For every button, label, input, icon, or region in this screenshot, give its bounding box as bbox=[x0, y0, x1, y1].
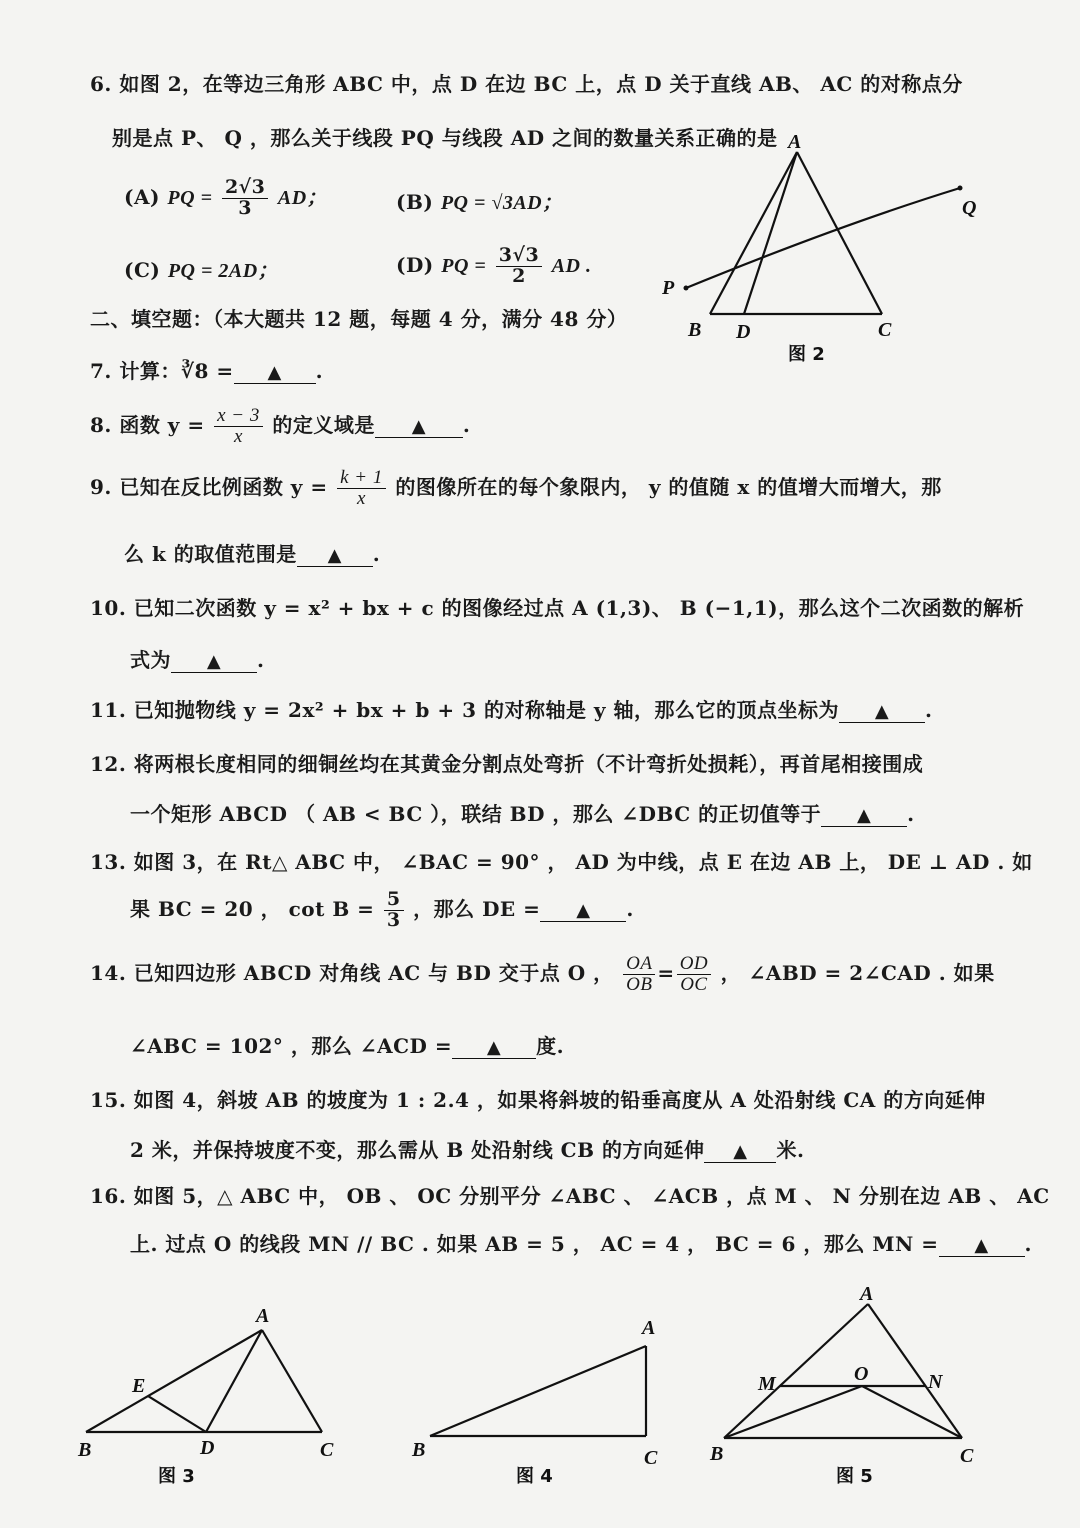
q10-line2: 式为 ▲ . bbox=[130, 648, 265, 672]
q15-line1: 15. 如图 4，斜坡 AB 的坡度为 1 : 2.4 ，如果将斜坡的铅垂高度从 A 处沿射线 CA 的方向延伸 bbox=[90, 1088, 986, 1112]
fig3-label-c: C bbox=[320, 1439, 334, 1461]
q16-answer-blank[interactable]: ▲ bbox=[939, 1235, 1025, 1257]
fig2-side-ab bbox=[710, 152, 797, 314]
fig5-label-o: O bbox=[854, 1363, 869, 1385]
q12-line2: 一个矩形 ABCD （ AB < BC ），联结 BD ，那么 ∠DBC 的正切值等于 ▲ . bbox=[130, 802, 915, 826]
fig2-caption: 图 2 bbox=[788, 344, 825, 365]
q6-line1: 6. 如图 2，在等边三角形 ABC 中，点 D 在边 BC 上，点 D 关于直线 AB、 AC 的对称点分 bbox=[90, 72, 963, 96]
q9-answer-blank[interactable]: ▲ bbox=[297, 545, 373, 567]
fig3-side-ac bbox=[262, 1330, 322, 1432]
fig5-caption: 图 5 bbox=[836, 1466, 873, 1487]
q6-option-d: (D) PQ = $\frac{3√3}{2}$ AD . bbox=[396, 244, 592, 287]
fig2-label-d: D bbox=[736, 321, 751, 343]
q12-answer-blank[interactable]: ▲ bbox=[821, 805, 907, 827]
fig3-side-ab bbox=[86, 1330, 262, 1432]
fig3-label-a: A bbox=[256, 1305, 270, 1327]
fig4-label-a: A bbox=[642, 1317, 656, 1339]
q13-line1: 13. 如图 3，在 Rt△ ABC 中， ∠BAC = 90° ， AD 为中线，点 E 在边 AB 上， DE ⊥ AD . 如 bbox=[90, 850, 1033, 874]
fig3-label-e: E bbox=[132, 1375, 146, 1397]
fig5-label-b: B bbox=[710, 1443, 724, 1465]
fig5-segment-oc bbox=[862, 1386, 962, 1438]
q13-answer-blank[interactable]: ▲ bbox=[540, 900, 626, 922]
q8: 8. 函数 y = $\frac{x - 3}{x}$ 的定义域是 ▲ . bbox=[90, 405, 471, 447]
q6-option-a: (A) PQ = $\frac{2√3}{3}$ AD； bbox=[124, 176, 328, 219]
fig5-label-a: A bbox=[860, 1283, 874, 1305]
q11-answer-blank[interactable]: ▲ bbox=[839, 701, 925, 723]
q14-line1: 14. 已知四边形 ABCD 对角线 AC 与 BD 交于点 O ， $\frac{OA}{OB}$ = $\frac{OD}{OC}$ ， ∠ABD = 2∠CAD . 如果 bbox=[90, 953, 995, 995]
fig5-side-ab bbox=[724, 1304, 868, 1438]
q7-answer-blank[interactable]: ▲ bbox=[234, 362, 316, 384]
q14-answer-blank[interactable]: ▲ bbox=[452, 1037, 536, 1059]
fig3-caption: 图 3 bbox=[158, 1466, 195, 1487]
section-2-heading: 二、填空题：（本大题共 12 题，每题 4 分，满分 48 分） bbox=[90, 307, 628, 331]
fig2-label-c: C bbox=[878, 319, 892, 341]
q9-line1: 9. 已知在反比例函数 y = $\frac{k + 1}{x}$ 的图像所在的每个象限内， y 的值随 x 的值增大而增大，那 bbox=[90, 467, 942, 509]
q16-line1: 16. 如图 5，△ ABC 中， OB 、 OC 分别平分 ∠ABC 、 ∠ACB ，点 M 、 N 分别在边 AB 、 AC bbox=[90, 1184, 1050, 1208]
fig2-side-ac bbox=[797, 152, 882, 314]
fig2-label-a: A bbox=[788, 131, 802, 153]
fig2-label-p: P bbox=[662, 277, 675, 299]
fig3-segment-de bbox=[148, 1396, 206, 1432]
figure-4 bbox=[400, 1300, 690, 1500]
fig4-label-b: B bbox=[412, 1439, 426, 1461]
q9-line2: 么 k 的取值范围是 ▲ . bbox=[124, 542, 381, 566]
q11: 11. 已知抛物线 y = 2x² + bx + b + 3 的对称轴是 y 轴，那么它的顶点坐标为 ▲ . bbox=[90, 698, 933, 722]
q13-line2: 果 BC = 20 ， cot B = $\frac{5}{3}$ ，那么 DE = ▲ . bbox=[130, 888, 634, 931]
q12-line1: 12. 将两根长度相同的细铜丝均在其黄金分割点处弯折（不计弯折处损耗），再首尾相接围成 bbox=[90, 752, 924, 776]
fig3-label-d: D bbox=[200, 1437, 215, 1459]
fig5-side-ac bbox=[868, 1304, 962, 1438]
fig5-label-n: N bbox=[928, 1371, 943, 1393]
figure-3 bbox=[70, 1300, 370, 1500]
q7: 7. 计算：∛8 = ▲ . bbox=[90, 359, 324, 383]
q15-answer-blank[interactable]: ▲ bbox=[704, 1141, 776, 1163]
fig2-label-b: B bbox=[688, 319, 702, 341]
q16-line2: 上. 过点 O 的线段 MN // BC . 如果 AB = 5 ， AC = 4 ， BC = 6 ，那么 MN = ▲ . bbox=[130, 1232, 1032, 1256]
fig2-segment-ad bbox=[744, 152, 797, 314]
fig5-segment-ob bbox=[724, 1386, 862, 1438]
figure-2 bbox=[640, 130, 1000, 370]
q10-answer-blank[interactable]: ▲ bbox=[171, 651, 257, 673]
q6-option-c: (C) PQ = 2AD； bbox=[124, 258, 279, 282]
fig4-slope-ab bbox=[430, 1346, 646, 1436]
q10-line1: 10. 已知二次函数 y = x² + bx + c 的图像经过点 A (1,3)、 B (−1,1)，那么这个二次函数的解析 bbox=[90, 596, 1025, 620]
fig5-label-m: M bbox=[758, 1373, 776, 1395]
q6-option-b: (B) PQ = √3AD； bbox=[396, 190, 563, 214]
fig5-label-c: C bbox=[960, 1445, 974, 1467]
fig4-label-c: C bbox=[644, 1447, 658, 1469]
q6-line2: 别是点 P、 Q ，那么关于线段 PQ 与线段 AD 之间的数量关系正确的是 bbox=[112, 126, 778, 150]
fig4-caption: 图 4 bbox=[516, 1466, 553, 1487]
fig2-label-q: Q bbox=[962, 197, 977, 219]
figure-5 bbox=[700, 1280, 1000, 1500]
q8-answer-blank[interactable]: ▲ bbox=[375, 416, 463, 438]
q15-line2: 2 米，并保持坡度不变，那么需从 B 处沿射线 CB 的方向延伸 ▲ 米. bbox=[130, 1138, 805, 1162]
q14-line2: ∠ABC = 102° ，那么 ∠ACD = ▲ 度. bbox=[130, 1034, 565, 1058]
fig3-label-b: B bbox=[78, 1439, 92, 1461]
